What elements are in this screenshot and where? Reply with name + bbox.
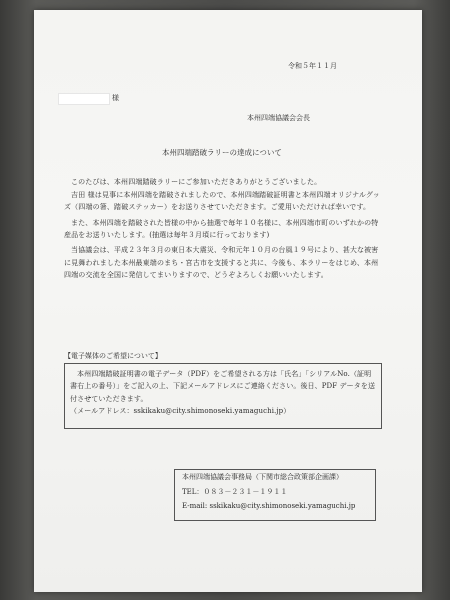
contact-office: 本州四端協議会事務局（下関市総合政策部企画課） [182, 473, 343, 481]
contact-box [174, 469, 376, 521]
letter-date: 令和５年１１月 [288, 62, 337, 70]
body-paragraph: また、本州四端を踏破された皆様の中から抽選で毎年１０名様に、本州四端市町のいずれかの特産品をお送りいたします。(抽選は毎年３月頃に行っております) [64, 218, 379, 240]
body-paragraph: 当協議会は、平成２３年３月の東日本大震災、令和元年１０月の台風１９号により、甚大な被害に見舞われました本州最東端のまち・宮古市を支援すると共に、今後も、本ラリーをはじめ、本州四端の交流を全国に発信してまいりますので、どうぞよろしくお願いいたします。 [64, 246, 379, 280]
body-paragraph: 吉田 様は見事に本州四端を踏破されましたので、本州四端踏破証明書と本州四端オリジナルグッズ（四端の箸、踏破ステッカー）をお送りさせていただきます。ご愛用いただければ幸いです。 [64, 190, 380, 212]
recipient-honorific: 様 [112, 94, 119, 102]
electronic-notice-email: （メールアドレス：sskikaku@city.shimonoseki.yamaguchi.jp） [70, 407, 291, 416]
contact-tel: TEL：０８３－２３１－１９１１ [182, 487, 288, 496]
letter-title: 本州四端踏破ラリーの達成について [162, 148, 282, 157]
letter-sender: 本州四端協議会会長 [247, 114, 310, 122]
redacted-recipient-name [58, 93, 110, 105]
contact-email: E-mail: sskikaku@city.shimonoseki.yamaguchi.jp [182, 502, 356, 510]
electronic-notice-heading: 【電子媒体のご希望について】 [64, 352, 162, 360]
letter-body [64, 176, 384, 282]
electronic-notice-body: 本州四端踏破証明書の電子データ（PDF）をご希望される方は「氏名」「シリアルNo.（証明書右上の番号）」をご記入の上、下記メールアドレスにご連絡ください。後日、PDF データを送付させていただきます。 [70, 370, 376, 403]
electronic-notice-box [64, 363, 382, 429]
body-paragraph: このたびは、本州四端踏破ラリーにご参加いただきありがとうございました。 [71, 178, 322, 186]
